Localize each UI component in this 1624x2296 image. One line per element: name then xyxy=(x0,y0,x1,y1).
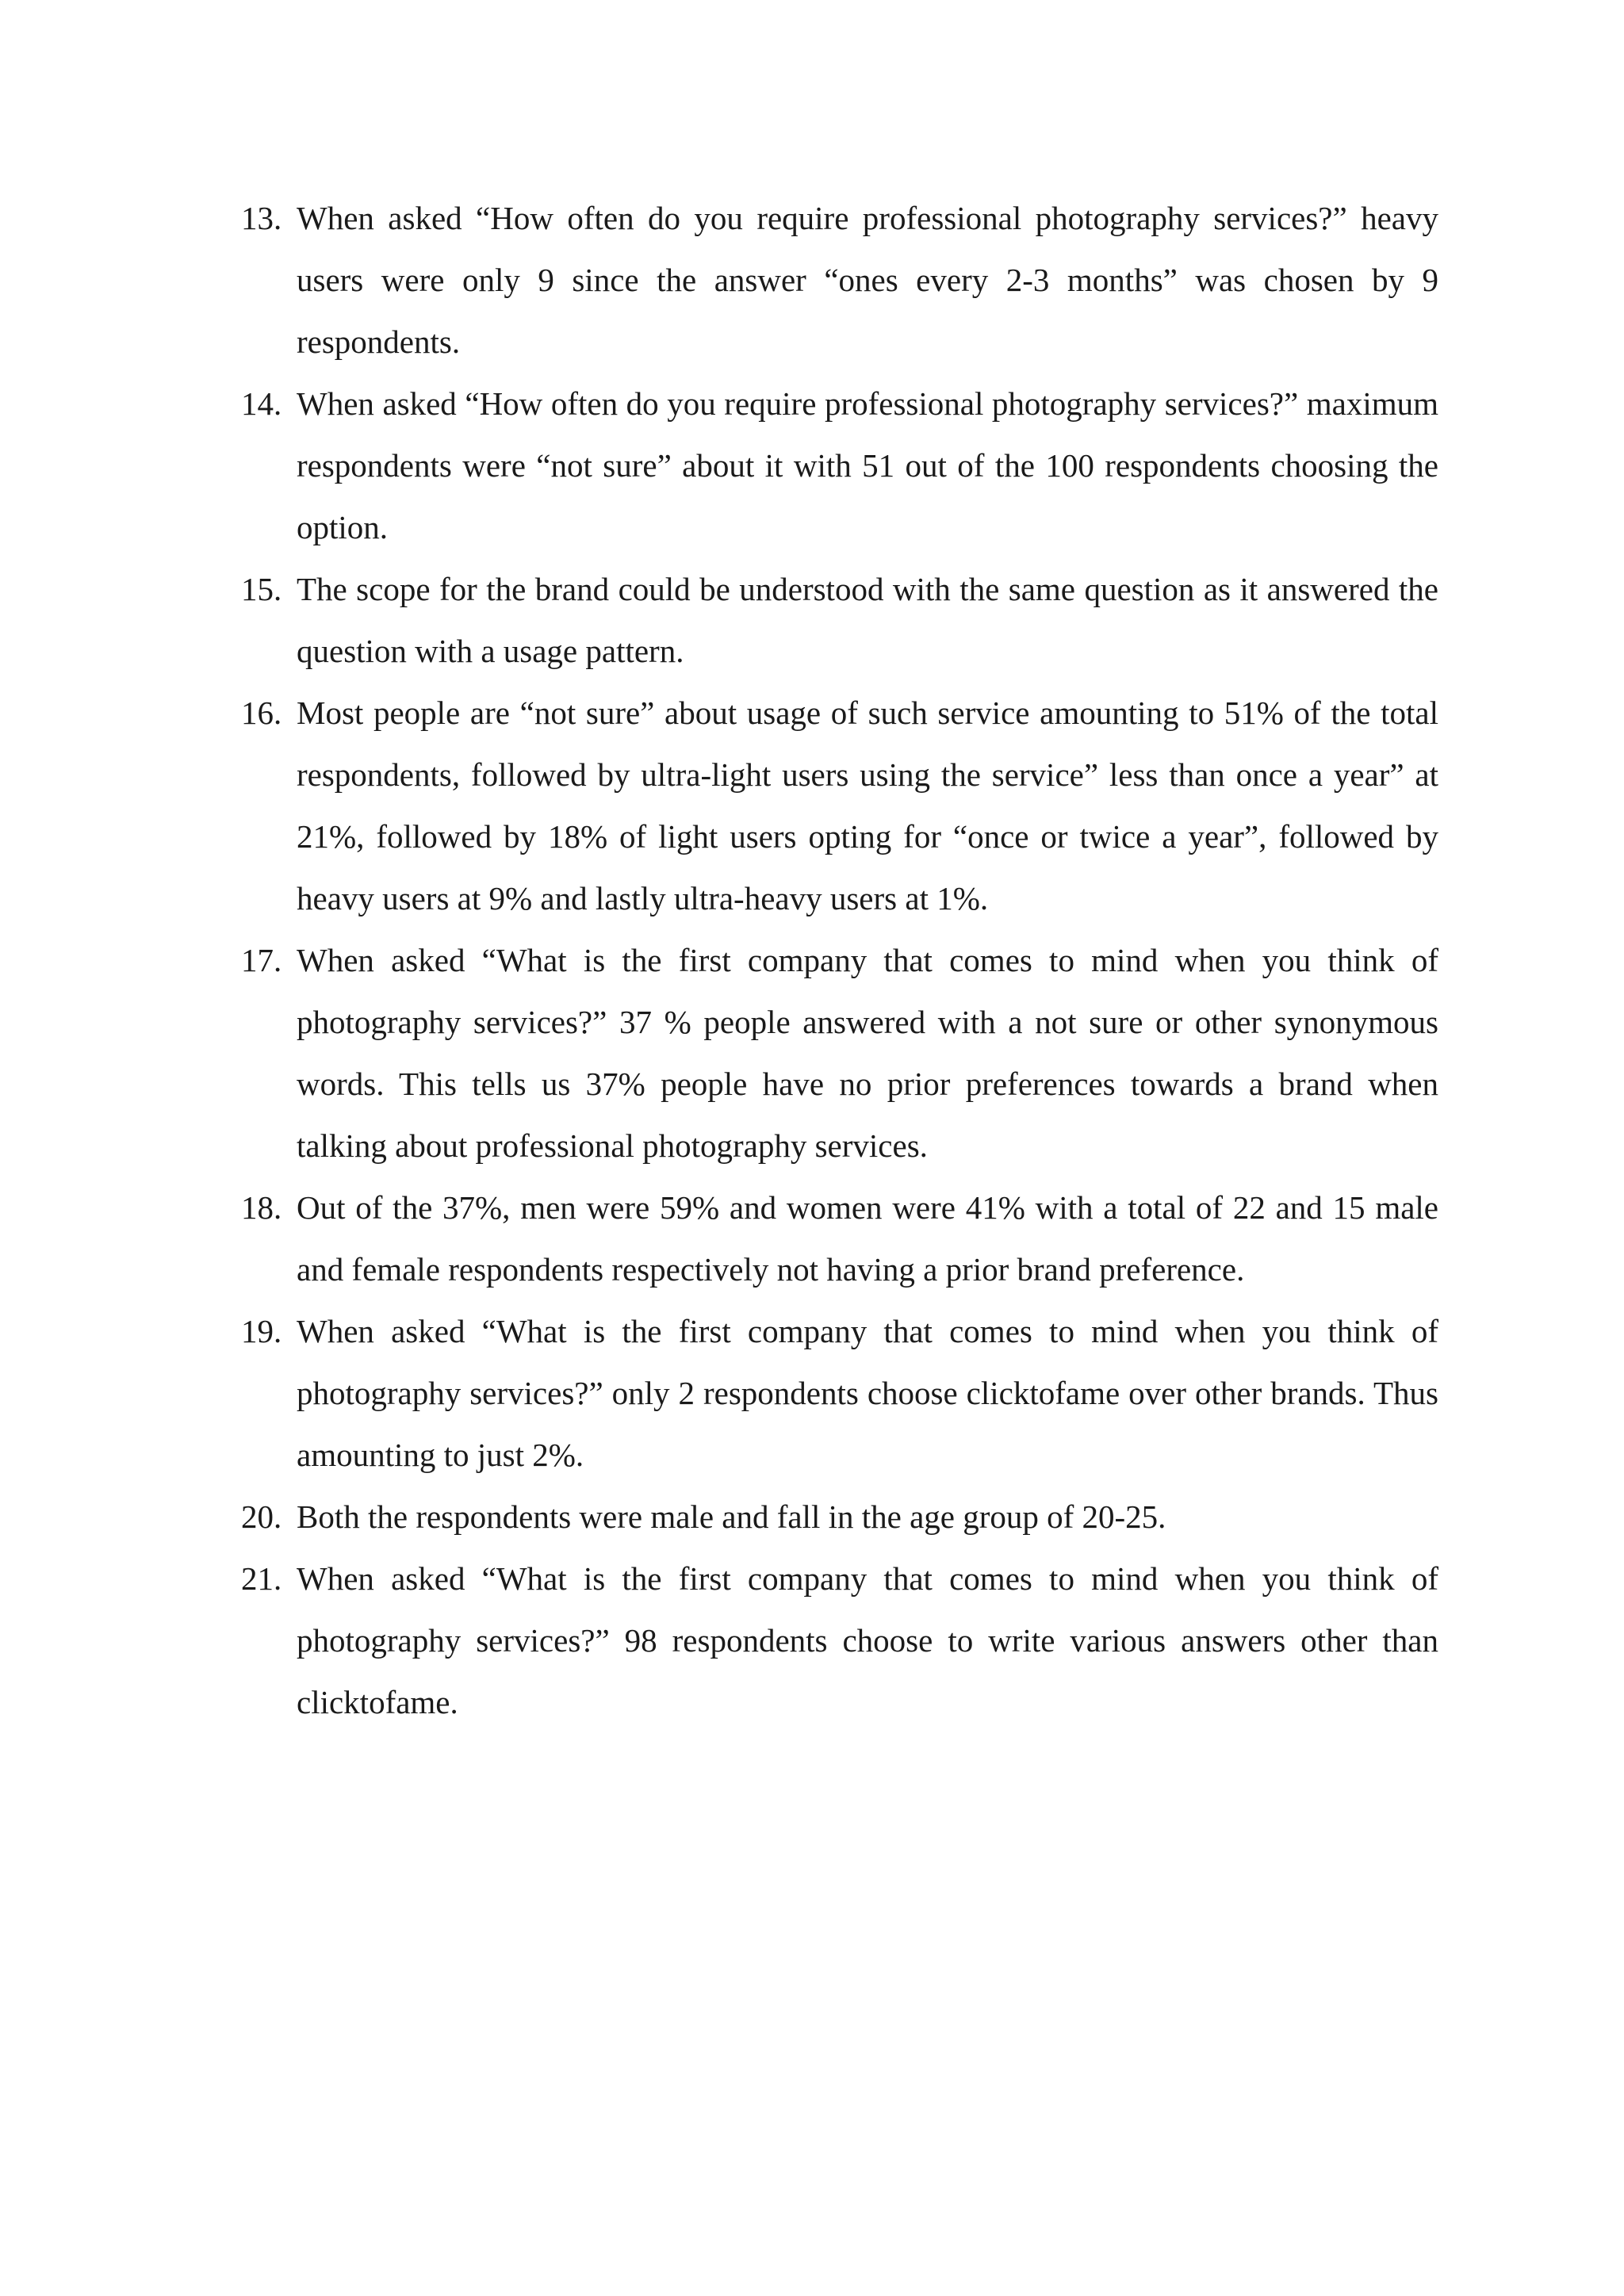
list-item xyxy=(241,1177,1438,1300)
item-number: 17. xyxy=(241,942,282,978)
item-text: The scope for the brand could be understood with the same question as it answered the question with a usage pattern. xyxy=(297,571,1438,669)
list-item xyxy=(241,682,1438,929)
numbered-findings-list xyxy=(241,187,1438,1733)
item-text: Most people are “not sure” about usage of such service amounting to 51% of the total respondents, followed by ultra-light users using the service” less than once a year” at 21%, followed by 18% of light users opting for “once or twice a year”, followed by heavy users at 9% and lastly ultra-heavy users at 1%. xyxy=(297,695,1438,916)
item-number: 20. xyxy=(241,1498,282,1535)
item-number: 15. xyxy=(241,571,282,607)
list-item xyxy=(241,1548,1438,1733)
list-item xyxy=(241,558,1438,682)
item-number: 16. xyxy=(241,695,282,731)
list-item xyxy=(241,187,1438,373)
item-text: When asked “How often do you require professional photography services?” heavy users were only 9 since the answer “ones every 2-3 months” was chosen by 9 respondents. xyxy=(297,200,1438,360)
item-text: Both the respondents were male and fall in the age group of 20-25. xyxy=(297,1498,1166,1535)
item-text: When asked “How often do you require professional photography services?” maximum respondents were “not sure” about it with 51 out of the 100 respondents choosing the option. xyxy=(297,385,1438,545)
item-text: When asked “What is the first company that comes to mind when you think of photography services?” 37 % people answered with a not sure or other synonymous words. This tells us 37% people have no prior preferences towards a brand when talking about professional photography services. xyxy=(297,942,1438,1164)
list-item xyxy=(241,929,1438,1177)
list-item xyxy=(241,373,1438,558)
item-number: 14. xyxy=(241,385,282,422)
list-item xyxy=(241,1300,1438,1486)
item-number: 13. xyxy=(241,200,282,236)
list-item xyxy=(241,1486,1438,1548)
item-text: When asked “What is the first company that comes to mind when you think of photography services?” 98 respondents choose to write various answers other than clicktofame. xyxy=(297,1560,1438,1720)
item-number: 19. xyxy=(241,1313,282,1349)
item-text: When asked “What is the first company that comes to mind when you think of photography services?” only 2 respondents choose clicktofame over other brands. Thus amounting to just 2%. xyxy=(297,1313,1438,1473)
item-number: 18. xyxy=(241,1189,282,1226)
item-text: Out of the 37%, men were 59% and women were 41% with a total of 22 and 15 male and female respondents respectively not having a prior brand preference. xyxy=(297,1189,1438,1288)
item-number: 21. xyxy=(241,1560,282,1597)
